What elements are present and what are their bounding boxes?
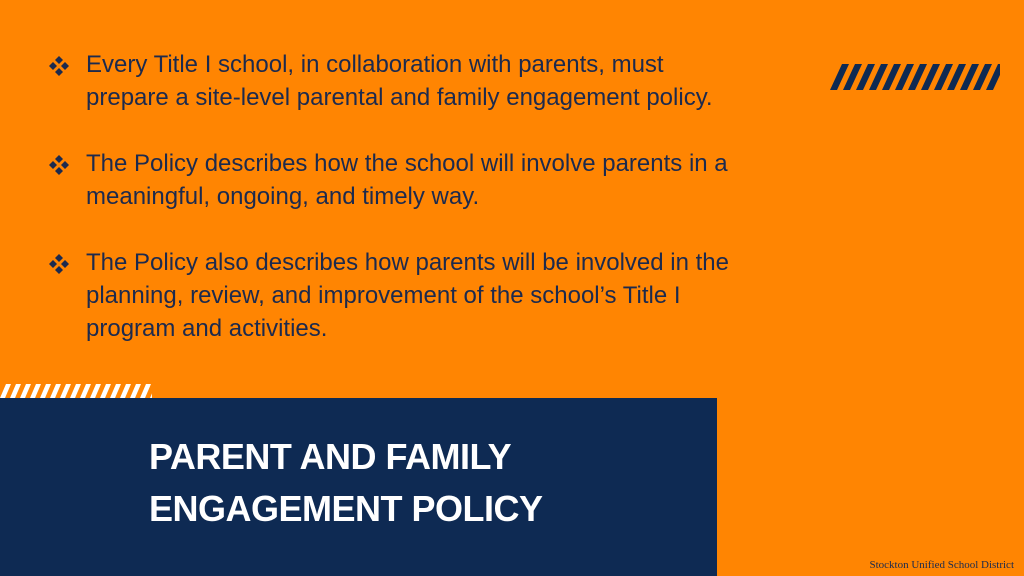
bullet-line: Every Title I school, in collaboration with parents, must <box>86 51 664 78</box>
diagonal-stripes-left <box>0 384 152 398</box>
bullet-line: planning, review, and improvement of the school’s Title I <box>86 282 681 309</box>
stripe <box>140 384 151 398</box>
stripe <box>30 384 41 398</box>
bullet-line: meaningful, ongoing, and timely way. <box>86 183 480 210</box>
stripe <box>0 384 11 398</box>
bullet-line: program and activities. <box>86 315 328 342</box>
stripe <box>40 384 51 398</box>
bullet-item-3 <box>48 246 788 345</box>
bullet-line: prepare a site-level parental and family engagement policy. <box>86 84 713 111</box>
bullet-line: The Policy describes how the school will involve parents in a <box>86 150 728 177</box>
slide-title-line-1: PARENT AND FAMILY <box>149 436 512 477</box>
bullet-item-2 <box>48 147 788 213</box>
stripe <box>100 384 111 398</box>
slide-title-line-2: ENGAGEMENT POLICY <box>149 488 543 529</box>
stripe <box>130 384 141 398</box>
stripe <box>150 384 152 398</box>
stripe <box>110 384 121 398</box>
diamond-cluster-icon <box>48 253 70 275</box>
stripe <box>90 384 101 398</box>
stripe <box>50 384 61 398</box>
bullet-item-1 <box>48 48 788 114</box>
diamond-cluster-icon <box>48 55 70 77</box>
slide-title <box>149 431 543 535</box>
stripe <box>80 384 91 398</box>
stripe <box>120 384 131 398</box>
stripe <box>10 384 21 398</box>
bullet-line: The Policy also describes how parents will be involved in the <box>86 249 729 276</box>
stripe <box>60 384 71 398</box>
bullet-list <box>48 48 788 378</box>
footer-organization-name: Stockton Unified School District <box>869 559 1014 571</box>
stripe <box>70 384 81 398</box>
diamond-cluster-icon <box>48 154 70 176</box>
stripe <box>20 384 31 398</box>
diagonal-stripes-top-right <box>830 64 1000 90</box>
